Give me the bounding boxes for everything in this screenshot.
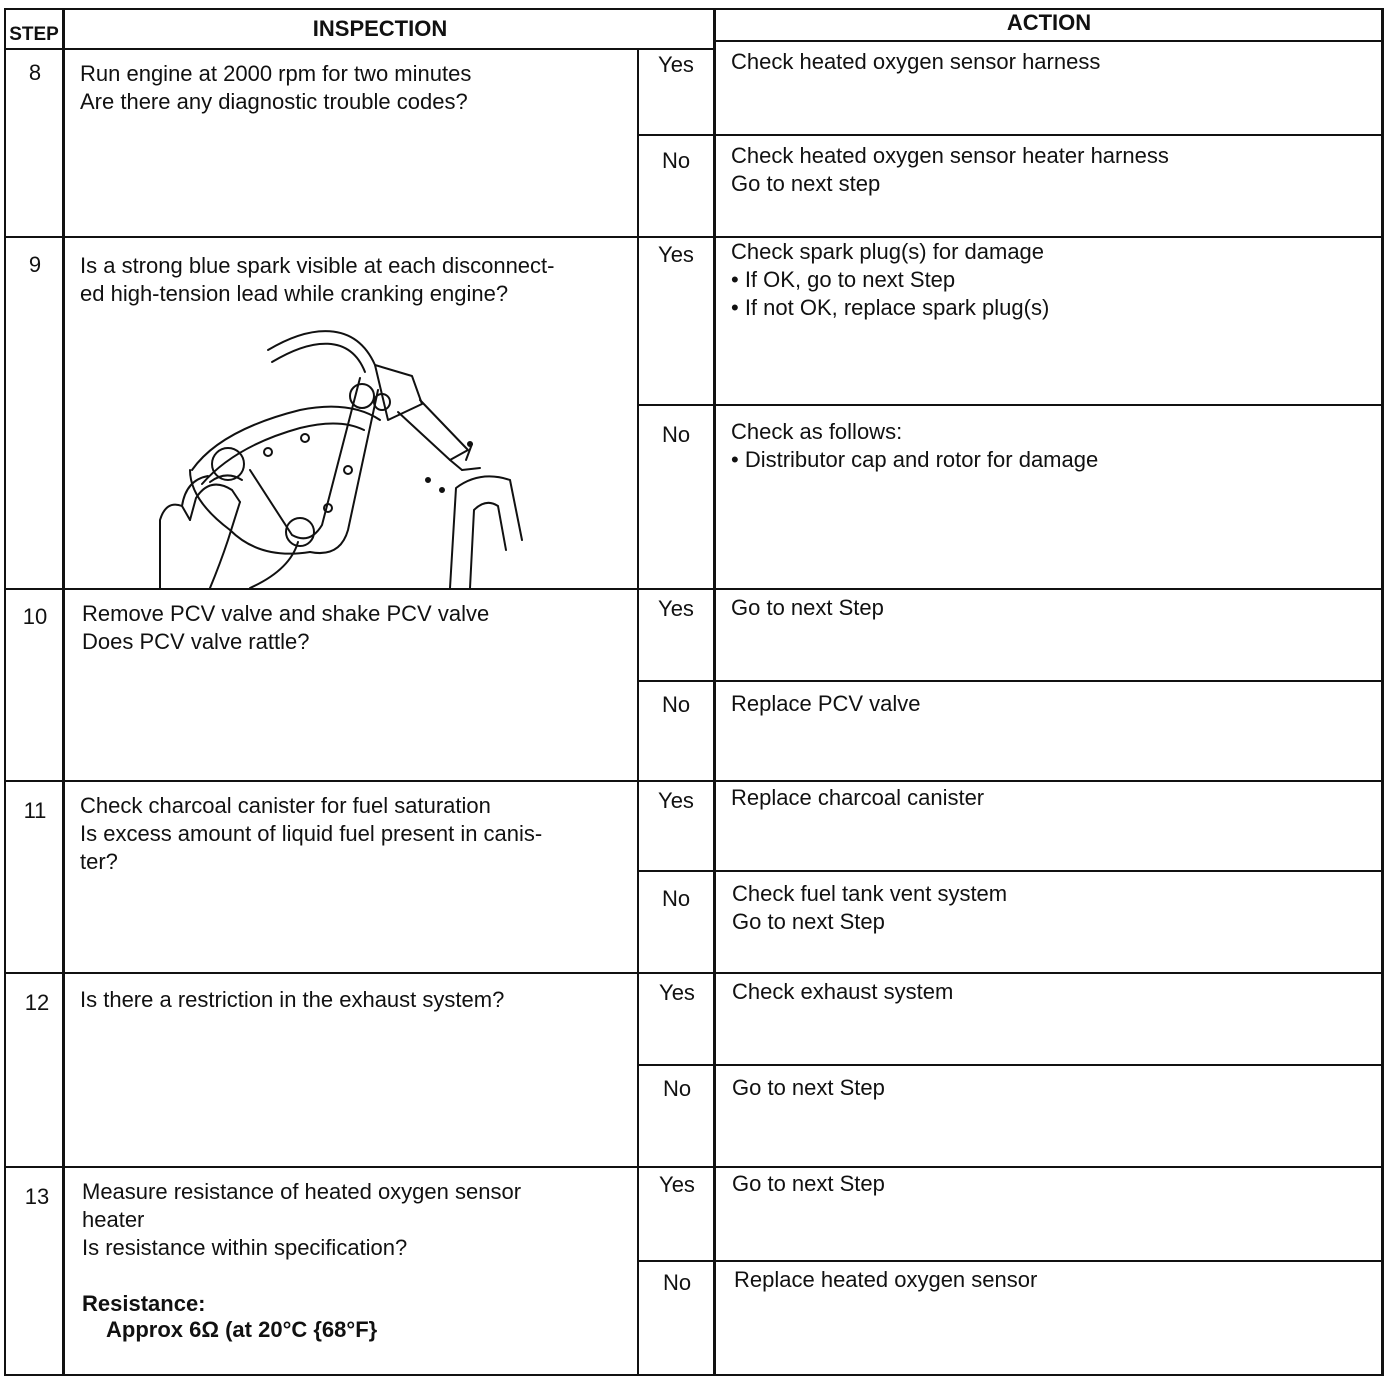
step-inspection: Run engine at 2000 rpm for two minutes Are there any diagnostic trouble codes? (80, 61, 472, 114)
yesno-divider (637, 404, 1384, 406)
yes-action: Check exhaust system (732, 979, 954, 1004)
yes-label: Yes (658, 596, 694, 621)
yes-action: Go to next Step (732, 1171, 885, 1196)
spark-test-illustration (150, 320, 540, 588)
table-border-left (4, 8, 6, 1376)
row-divider (4, 588, 1384, 590)
step-number: 10 (22, 604, 48, 629)
step-number: 9 (28, 252, 42, 277)
header-divider-action (714, 40, 1382, 42)
yesno-divider (637, 1260, 1384, 1262)
spec-value: Approx 6Ω (at 20°C {68°F} (106, 1317, 378, 1342)
header-action: ACTION (1006, 10, 1092, 35)
yes-label: Yes (659, 980, 695, 1005)
yesno-divider (637, 134, 1384, 136)
spec-label: Resistance: (82, 1291, 206, 1316)
step-inspection: Remove PCV valve and shake PCV valve Does PCV valve rattle? (82, 601, 490, 654)
yesno-divider (637, 870, 1384, 872)
col-line-step (62, 8, 65, 1376)
step-number: 11 (23, 798, 47, 823)
step-number: 13 (24, 1184, 50, 1209)
no-action: Go to next Step (732, 1075, 885, 1100)
no-action: Replace heated oxygen sensor (734, 1267, 1038, 1292)
step-inspection: Is a strong blue spark visible at each disconnect- ed high-tension lead while cranking engine? (80, 253, 555, 306)
no-label: No (661, 148, 691, 173)
header-step: STEP (9, 24, 59, 45)
yes-action: Go to next Step (731, 595, 884, 620)
col-line-action (713, 8, 716, 1376)
no-action: Check fuel tank vent system Go to next Step (732, 881, 1008, 934)
step-number: 8 (28, 60, 42, 85)
step-inspection: Is there a restriction in the exhaust system? (80, 987, 505, 1012)
yes-action: Check heated oxygen sensor harness (731, 49, 1101, 74)
no-action: Replace PCV valve (731, 691, 921, 716)
no-label: No (662, 1270, 692, 1295)
yes-label: Yes (659, 1172, 695, 1197)
yes-label: Yes (658, 52, 694, 77)
row-divider (4, 780, 1384, 782)
table-border-bottom (4, 1374, 1384, 1376)
row-divider (4, 972, 1384, 974)
yesno-divider (637, 1064, 1384, 1066)
header-inspection: INSPECTION (312, 16, 448, 41)
yes-action: Check spark plug(s) for damage • If OK, go to next Step • If not OK, replace spark plug(s) (731, 239, 1050, 320)
no-label: No (661, 886, 691, 911)
no-action: Check as follows: • Distributor cap and rotor for damage (731, 419, 1099, 472)
no-label: No (662, 1076, 692, 1101)
row-divider (4, 1166, 1384, 1168)
no-label: No (661, 692, 691, 717)
table-border-right (1381, 8, 1384, 1376)
yesno-divider (637, 680, 1384, 682)
step-inspection: Measure resistance of heated oxygen sensor heater Is resistance within specification? (82, 1179, 522, 1260)
yes-label: Yes (658, 788, 694, 813)
no-action: Check heated oxygen sensor heater harness Go to next step (731, 143, 1169, 196)
no-label: No (661, 422, 691, 447)
step-inspection: Check charcoal canister for fuel saturation Is excess amount of liquid fuel present in canis- ter? (80, 793, 543, 874)
yes-action: Replace charcoal canister (731, 785, 985, 810)
header-divider (4, 48, 716, 50)
yes-label: Yes (658, 242, 694, 267)
step-number: 12 (24, 990, 50, 1015)
